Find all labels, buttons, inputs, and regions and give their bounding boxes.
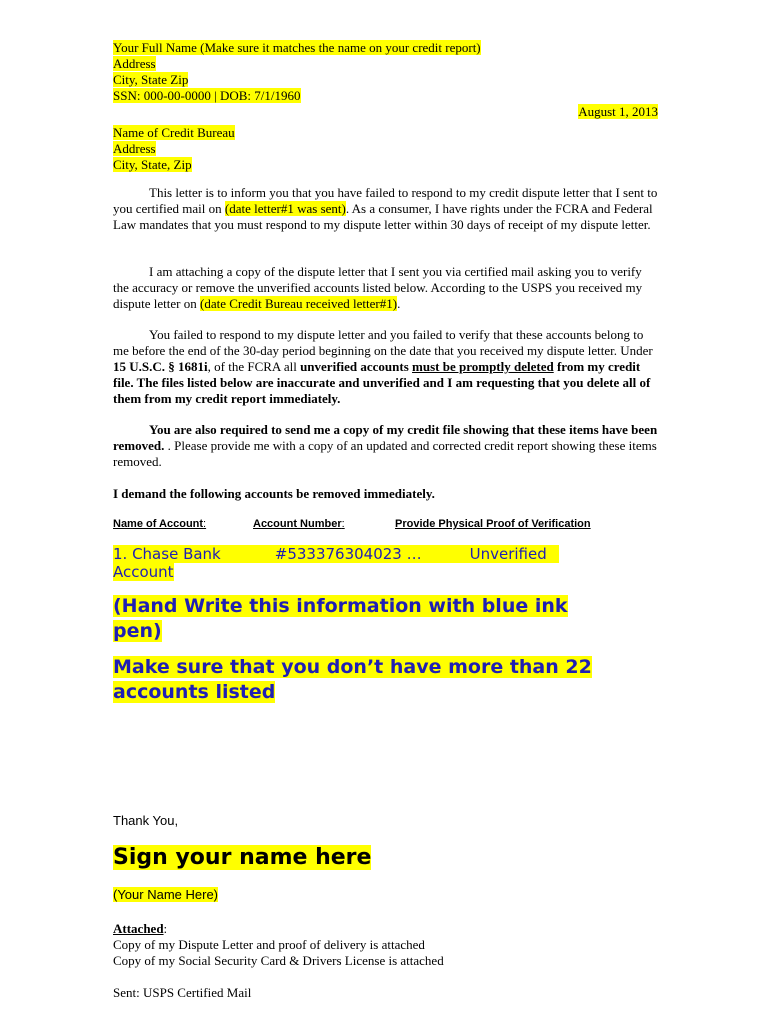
letter-date-wrap bbox=[578, 104, 658, 120]
column-header-name: Name of Account: bbox=[113, 518, 207, 530]
recipient-address: Address bbox=[113, 141, 156, 156]
recipient-name: Name of Credit Bureau bbox=[113, 125, 235, 140]
paragraph-3-text-a: You failed to respond to my dispute letter and you failed to verify that these accounts belong to me before the end of the 30-day period beginning on the date that you received my dispute letter. Under bbox=[113, 327, 653, 358]
recipient-city: City, State, Zip bbox=[113, 157, 192, 172]
handwrite-note-line-1: (Hand Write this information with blue ink bbox=[113, 595, 568, 617]
letter-date: August 1, 2013 bbox=[578, 104, 658, 119]
attached-item-2: Copy of my Social Security Card & Drivers License is attached bbox=[113, 953, 444, 968]
attached-label: Attached bbox=[113, 921, 164, 936]
column-header-proof bbox=[395, 518, 591, 530]
column-header-name-text: Name of Account bbox=[113, 518, 204, 530]
account-number: #533376304023 … bbox=[274, 545, 422, 563]
attachments-block: Attached: Copy of my Dispute Letter and proof of delivery is attached Copy of my Social Security Card & Drivers License is attached bbox=[113, 921, 444, 968]
sender-address: Address bbox=[113, 56, 156, 71]
column-header-number-text: Account Number bbox=[253, 518, 342, 530]
attached-item-1: Copy of my Dispute Letter and proof of delivery is attached bbox=[113, 937, 425, 952]
column-header-proof-text: Provide Physical Proof of Verification bbox=[395, 518, 591, 530]
must-be-deleted-phrase: must be promptly deleted bbox=[412, 359, 554, 374]
paragraph-4-bold: You are also required to send me a copy of my credit file showing that these items have been removed. bbox=[113, 422, 658, 453]
account-status-continued: Account bbox=[113, 563, 174, 581]
paragraph-2-text-b: . bbox=[397, 296, 401, 311]
paragraph-4 bbox=[113, 422, 658, 470]
column-header-number: Account Number: bbox=[253, 518, 345, 530]
paragraph-2 bbox=[113, 264, 658, 312]
sender-block bbox=[113, 40, 481, 104]
date-received-placeholder: (date Credit Bureau received letter#1) bbox=[200, 296, 398, 311]
paragraph-1-text-b: . As a consumer, I have rights under the FCRA and Federal Law mandates that you must respond to my dispute letter within 30 days of receipt of my dispute letter. bbox=[113, 201, 653, 232]
sender-city: City, State Zip bbox=[113, 72, 189, 87]
date-letter1-placeholder: (date letter#1 was sent) bbox=[224, 201, 346, 216]
closing: Thank You, bbox=[113, 813, 179, 828]
paragraph-3-bold-f: from my credit file. The files listed below are inaccurate and unverified and I am requesting that you delete all of them from my credit report immediately. bbox=[113, 359, 651, 406]
account-row bbox=[113, 545, 559, 581]
your-name-text: (Your Name Here) bbox=[113, 887, 219, 902]
paragraph-3-text-c: , of the FCRA all bbox=[207, 359, 301, 374]
paragraph-1 bbox=[113, 185, 658, 233]
account-status: Unverified bbox=[469, 545, 547, 563]
account-limit-note-line-1: Make sure that you don’t have more than 22 bbox=[113, 656, 592, 678]
paragraph-3-bold-d: unverified accounts bbox=[300, 359, 413, 374]
signature-placeholder bbox=[113, 843, 371, 873]
sender-name-line: Your Full Name (Make sure it matches the name on your credit report) bbox=[113, 40, 481, 55]
account-limit-note bbox=[113, 655, 592, 705]
paragraph-3 bbox=[113, 327, 658, 407]
recipient-block bbox=[113, 125, 235, 173]
handwrite-note-line-2: pen) bbox=[113, 620, 162, 642]
your-name-placeholder bbox=[113, 887, 218, 902]
demand-text: I demand the following accounts be removed immediately. bbox=[113, 486, 435, 501]
account-name: 1. Chase Bank bbox=[113, 545, 221, 563]
paragraph-1-text-a: This letter is to inform you that you have failed to respond to my credit dispute letter that I sent to you certified mail on bbox=[113, 185, 658, 216]
sent-line: Sent: USPS Certified Mail bbox=[113, 985, 252, 1000]
sender-ssn-dob: SSN: 000-00-0000 | DOB: 7/1/1960 bbox=[113, 88, 301, 103]
account-row-line-1 bbox=[113, 545, 559, 563]
statute-reference: 15 U.S.C. § 1681i bbox=[113, 359, 208, 374]
paragraph-2-text-a: I am attaching a copy of the dispute letter that I sent you via certified mail asking you to verify the accuracy or remove the unverified accounts listed below. According to the USPS you received my dispute letter on bbox=[113, 264, 643, 311]
signature-text: Sign your name here bbox=[113, 845, 372, 870]
account-limit-note-line-2: accounts listed bbox=[113, 681, 276, 703]
handwrite-note bbox=[113, 594, 568, 644]
demand-line bbox=[113, 486, 435, 502]
paragraph-4-text: . Please provide me with a copy of an updated and corrected credit report showing these items removed. bbox=[113, 438, 657, 469]
